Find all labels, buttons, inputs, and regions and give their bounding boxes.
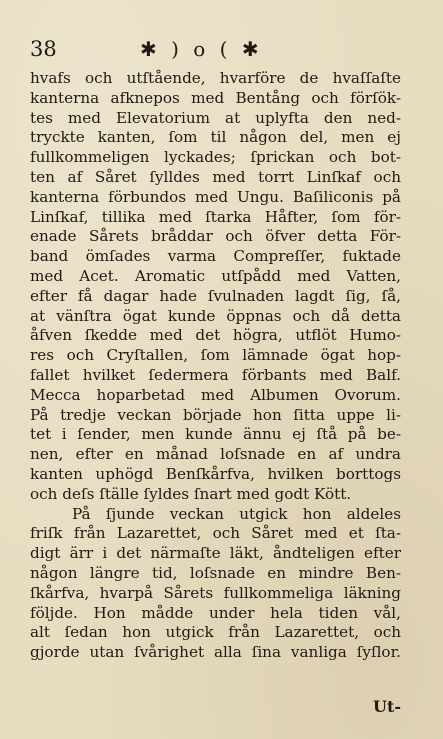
text-line: följde. Hon mådde under hela tiden vål, (30, 603, 401, 622)
text-line: med Acet. Aromatic utſpådd med Vatten, (30, 266, 401, 285)
text-line: någon längre tid, loſsnade en mindre Ben- (30, 563, 401, 582)
text-line: res och Cryſtallen, ſom lämnade ögat hop- (30, 346, 401, 365)
text-line: Linſkaf, tillika med ſtarka Håfter, ſom för- (30, 207, 401, 226)
text-line: tes med Elevatorium at uplyfta den ned- (30, 108, 401, 127)
text-line: efter få dagar hade ſvulnaden lagdt ſig, ſå, (30, 286, 401, 305)
text-line: tryckte kanten, ſom til någon del, men ej (30, 128, 401, 147)
text-line: nen, efter en månad loſsnade en af undra (30, 445, 401, 464)
text-line: kanterna afknepos med Bentång och förſök- (30, 88, 401, 107)
text-line: Mecca hoparbetad med Albumen Ovorum. (30, 385, 401, 404)
text-line: kanterna förbundos med Ungu. Baſiliconis på (30, 187, 401, 206)
text-line: fallet hvilket ſedermera förbants med Balf. (30, 365, 401, 384)
text-line: hvafs och utſtående, hvarföre de hvaſſaſte (30, 69, 401, 87)
text-line: fullkommeligen lyckades; ſprickan och bot- (30, 148, 401, 167)
text-line: På tredje veckan började hon ſitta uppe li- (30, 405, 401, 424)
page-number: 38 (30, 37, 57, 61)
text-line: band ömſades varma Compreſſer, fuktade (30, 247, 401, 266)
text-line: åfven ſkedde med det högra, utflöt Humo- (30, 326, 401, 345)
text-line: På ſjunde veckan utgick hon aldeles (72, 504, 401, 523)
page-header (30, 36, 401, 62)
text-line: enade Sårets bråddar och öfver detta För- (30, 227, 401, 246)
text-line: ten af Såret ſylldes med torrt Linſkaf och (30, 167, 401, 186)
header-ornament: ✱ ) o ( ✱ (140, 37, 263, 61)
text-line: friſk från Lazarettet, och Såret med et ſta- (30, 524, 401, 543)
body-text (30, 69, 401, 663)
text-line: kanten uphögd Benſkårfva, hvilken borttogs (30, 464, 401, 483)
text-line: alt ſedan hon utgick från Lazarettet, och (30, 623, 401, 642)
text-line: digt ärr i det närmaſte läkt, åndteligen efter (30, 544, 401, 563)
catchword: Ut- (373, 697, 401, 716)
text-line: ſkårfva, hvarpå Sårets fullkommeliga läkning (30, 583, 401, 602)
text-line: at vänſtra ögat kunde öppnas och då detta (30, 306, 401, 325)
text-line: gjorde utan ſvårighet alla ſina vanliga ſyſlor. (30, 643, 401, 662)
text-line: tet i ſender, men kunde ännu ej ſtå på be- (30, 425, 401, 444)
text-line: och deſs ſtälle ſyldes ſnart med godt Kött. (30, 484, 352, 503)
